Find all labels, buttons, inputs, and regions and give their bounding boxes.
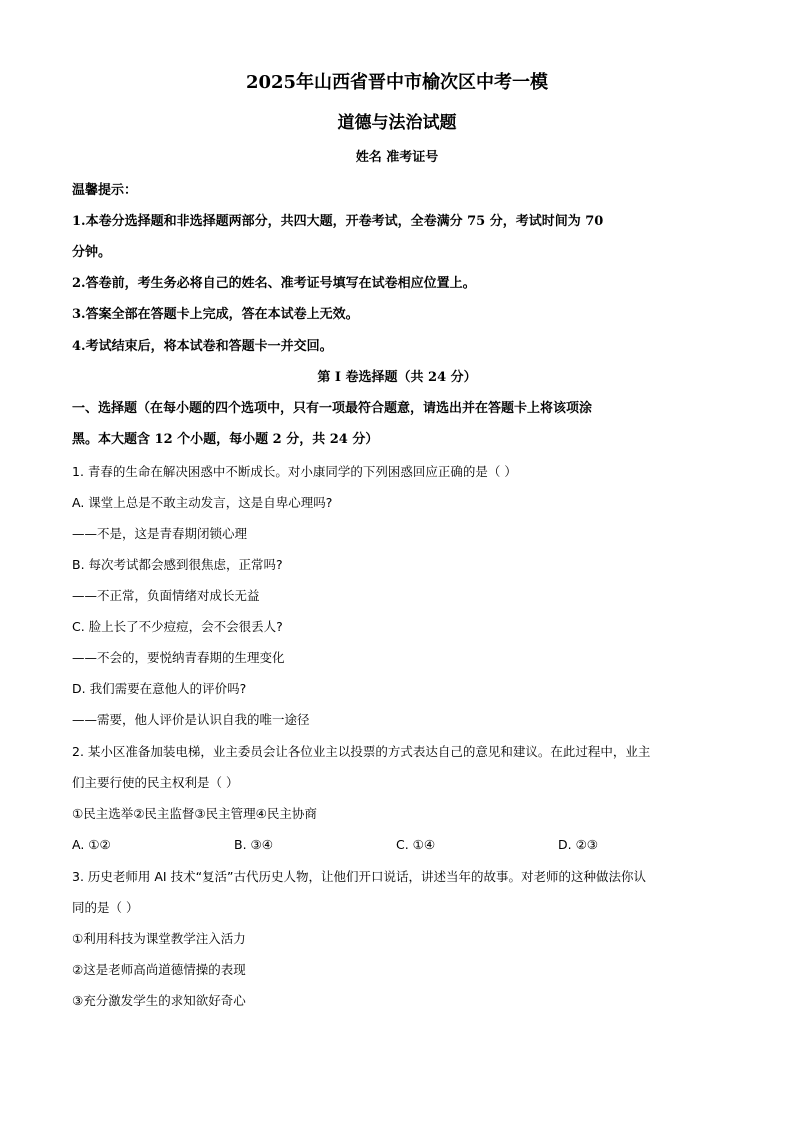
question-1-option-d-response: ——需要，他人评价是认识自我的唯一途径 [72, 712, 310, 727]
part-1-heading: 第 I 卷选择题（共 24 分） [317, 370, 477, 385]
question-2-stem-line-2: 们主要行使的民主权利是（ ） [72, 775, 239, 790]
question-2-option-a: A. ①② [72, 837, 111, 852]
question-2-items: ①民主选举②民主监督③民主管理④民主协商 [72, 806, 317, 821]
question-3-item-3: ③充分激发学生的求知欲好奇心 [72, 993, 246, 1008]
question-1-option-a-response: ——不是，这是青春期闭锁心理 [72, 526, 248, 541]
section-1-instructions-line-2: 黑。本大题含 12 个小题，每小题 2 分，共 24 分） [72, 432, 379, 447]
name-and-exam-number-line: 姓名 准考证号 [355, 150, 439, 165]
exam-subtitle: 道德与法治试题 [337, 113, 457, 133]
section-1-instructions-line-1: 一、选择题（在每小题的四个选项中，只有一项最符合题意，请选出并在答题卡上将该项涂 [72, 401, 593, 416]
question-3-item-1: ①利用科技为课堂教学注入活力 [72, 931, 246, 946]
question-3-stem-line-1: 3. 历史老师用 AI 技术“复活”古代历史人物，让他们开口说话，讲述当年的故事。对老师的这种做法你认 [72, 869, 647, 884]
exam-title: 2025年山西省晋中市榆次区中考一模 [245, 72, 549, 93]
question-1-option-b-response: ——不正常，负面情绪对成长无益 [72, 588, 260, 603]
question-2-stem-line-1: 2. 某小区准备加装电梯，业主委员会让各位业主以投票的方式表达自己的意见和建议。在此过程中，业主 [72, 744, 651, 759]
question-1-option-a: A. 课堂上总是不敢主动发言，这是自卑心理吗? [72, 495, 333, 510]
question-1-option-b: B. 每次考试都会感到很焦虑，正常吗? [72, 557, 283, 572]
notice-item-1-line-1: 1.本卷分选择题和非选择题两部分，共四大题，开卷考试，全卷满分 75 分，考试时间为 70 [72, 214, 604, 229]
question-1-stem: 1. 青春的生命在解决困惑中不断成长。对小康同学的下列困惑回应正确的是（ ） [72, 464, 517, 479]
notice-heading: 温馨提示： [72, 183, 138, 198]
question-1-option-c-response: ——不会的，要悦纳青春期的生理变化 [72, 650, 285, 665]
question-3-stem-line-2: 同的是（ ） [72, 900, 139, 915]
question-2-option-b: B. ③④ [234, 837, 273, 852]
question-1-option-c: C. 脸上长了不少痘痘，会不会很丢人? [72, 619, 283, 634]
notice-item-4: 4.考试结束后，将本试卷和答题卡一并交回。 [72, 339, 333, 354]
notice-item-2: 2.答卷前，考生务必将自己的姓名、准考证号填写在试卷相应位置上。 [72, 276, 476, 291]
notice-item-1-line-2: 分钟。 [72, 245, 112, 260]
question-2-option-d: D. ②③ [558, 837, 598, 852]
notice-item-3: 3.答案全部在答题卡上完成，答在本试卷上无效。 [72, 307, 359, 322]
question-3-item-2: ②这是老师高尚道德情操的表现 [72, 962, 246, 977]
question-2-option-c: C. ①④ [396, 837, 436, 852]
question-1-option-d: D. 我们需要在意他人的评价吗? [72, 681, 247, 696]
